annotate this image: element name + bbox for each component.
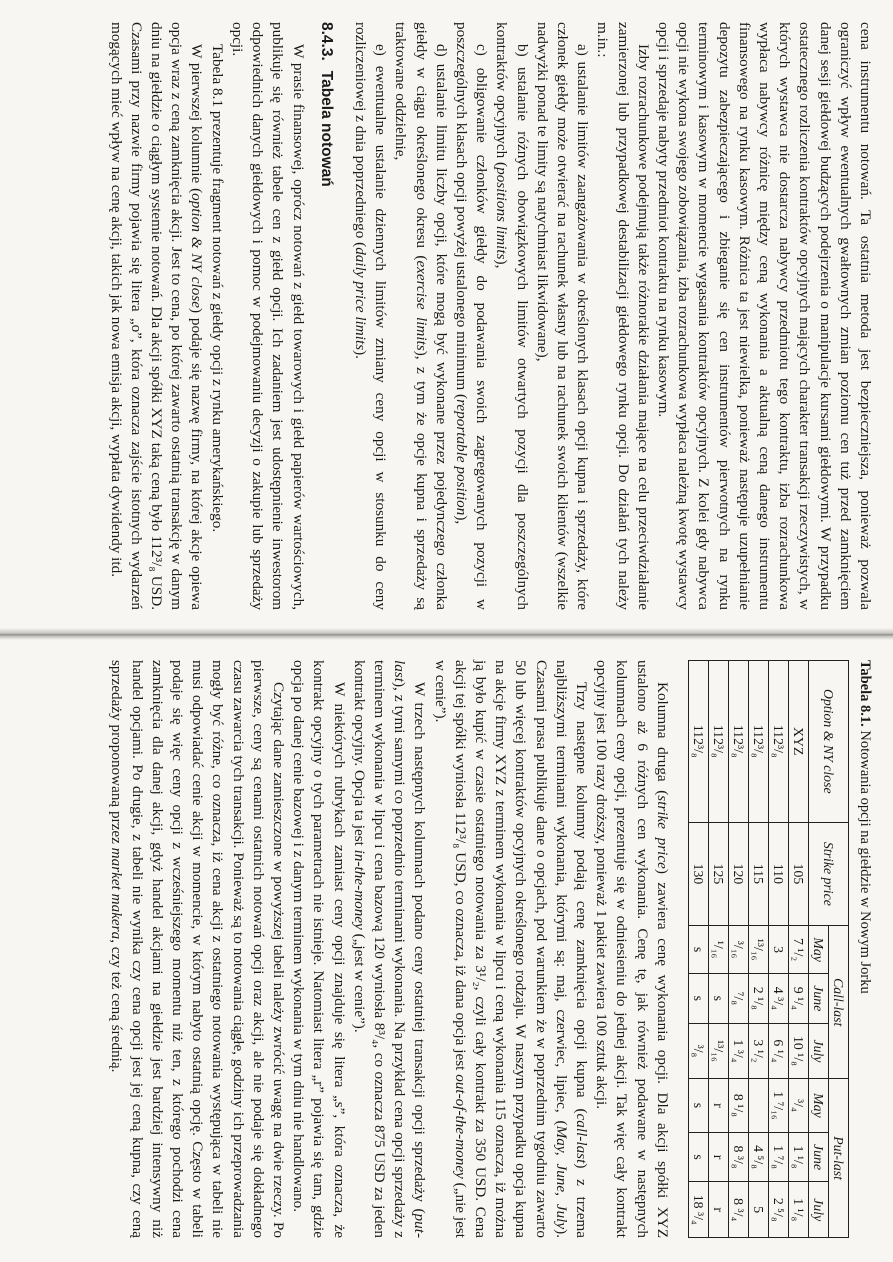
cell-price: r [708, 1079, 728, 1132]
paragraph: W niektórych rubrykach zamiast ceny opcji znajduje się litera „s”, która oznacza, że kontrakt opcyjny o tych parametrach nie istnieje. Natomiast litera „r” pojawia się tam, gdzie opcja po danej cenie bazowej i z danym terminem wykonania w tym dniu nie handlowano. [290, 660, 348, 1238]
col-group-call: Call-last [828, 926, 848, 1079]
col-header-call-july: July [808, 1023, 828, 1078]
paragraph: Trzy następne kolumny podają cenę zamknięcia opcji kupna (call-last) z trzema najbliższymi terminami wykonania, którymi są: maj, czerwiec, lipiec, (May, June, July). Czasami prasa publikuje dane o opcjach, pod warunkiem że w poprzednim tygodniu zawarto 50 lub więcej kontraktów opcyjnych określonego rodzaju. W naszym przypadku opcja kupna na akcje firmy XYZ z terminem wykonania w lipcu i ceną wykonania 115 oznacza, iż można ją było kupić w czasie ostatniego notowania za 3¹/₂, czyli cały kontrakt za 350 USD. Cena akcji tej spółki wyniosła 112³/₈ USD, co oznacza, iż dana opcja jest out-of-the-money („nie jest w cenie”). [431, 660, 590, 1238]
table-row [748, 661, 768, 1238]
cell-price: ⁷/₈ [728, 973, 748, 1023]
cell-price: 8 ³/₄ [728, 1182, 748, 1238]
col-group-put: Put-last [828, 1079, 848, 1238]
cell-option: 112³/₈ [708, 661, 728, 823]
col-header-put-july: July [808, 1182, 828, 1238]
cell-price: ³/₁₆ [728, 926, 748, 974]
cell-price: 1 ¹/₈ [788, 1182, 808, 1238]
book-gutter [0, 628, 893, 640]
table-row [788, 661, 808, 1238]
cell-price: s [688, 973, 708, 1023]
paragraph: Czytając dane zamieszczone w powyższej tabeli należy zwrócić uwagę na dwie rzeczy. Po pierwsze, ceny są cenami ostatnich notowań opcji oraz akcji, ale nie podaje się dokładnego czasu zawarcia tych transakcji. Ponieważ są to notowania ciągłe, godziny ich przeprowadzania mogły być różne, co oznacza, iż cena akcji z ostatniego notowania występująca w tabeli nie musi odpowiadać cenie akcji w momencie, w którym nabyto ostatnią opcję. Często w tabeli podaje się więc ceny opcji z wcześniejszego momentu niż ten, z którego pochodzi cena zamknięcia dla danej akcji, gdyż handel akcjami na giełdzie jest bardziej intensywny niż handel opcjami. Po drugie, z tabeli nie wynika czy cena opcji jest jej ceną kupna, czy ceną sprzedaży proponowaną przez market makera, czy też ceną średnią. [108, 660, 287, 1238]
cell-price: s [688, 1079, 708, 1132]
cell-strike: 115 [748, 822, 768, 926]
col-header-strike: Strike price [808, 822, 848, 926]
cell-option: 112³/₈ [728, 661, 748, 823]
cell-price: 1 ¹/₈ [788, 1132, 808, 1182]
cell-price: ³/₄ [788, 1079, 808, 1132]
cell-option: 112³/₈ [748, 661, 768, 823]
cell-price: 5 [748, 1182, 768, 1238]
cell-strike: 110 [768, 822, 788, 926]
table-row [768, 661, 788, 1238]
table-row [728, 661, 748, 1238]
section-heading: 8.4.3.Tabela notowań [317, 22, 335, 187]
cell-price: s [688, 926, 708, 974]
cell-price: 1 ⁷/₁₆ [768, 1079, 788, 1132]
right-page [20, 660, 875, 1238]
cell-price: r [708, 1132, 728, 1182]
cell-option: 112³/₈ [768, 661, 788, 823]
table-row [708, 661, 728, 1238]
col-header-put-may: May [808, 1079, 828, 1132]
cell-price: 3 [768, 926, 788, 974]
cell-price: 18 ³/₄ [688, 1182, 708, 1238]
cell-price: ¹/₁₆ [708, 926, 728, 974]
paragraph: cena instrumentu notowań. Ta ostatnia metoda jest bezpieczniejsza, ponieważ pozwala ograniczyć wpływ ewentualnych gwałtownych zmian poziomu cen tuż przed zamknięciem danej sesji giełdowej budzących podejrzenia o manipulacje kursami giełdowymi. W przypadku ostatecznego rozliczenia kontraktów opcyjnych mających charakter transakcji rzeczywistych, w których wystawca nie dostarcza nabywcy przedmiotu tego kontraktu, izba rozrachunkowa wypłaca nabywcy różnicę między ceną wykonania a aktualną ceną danego instrumentu finansowego na rynku kasowym. Różnica ta jest niewielka, ponieważ następuje uzupełnianie depozytu zabezpieczającego i zbieganie się cen instrumentów pierwotnych na rynku terminowym i kasowym w momencie wygasania kontraktów opcyjnych. Z kolei gdy nabywca opcji nie wykona swojego zobowiązania, izba rozrachunkowa wypłaca należną kwotę wystawcy opcji i sprzedaje nabyty przedmiot kontraktu na rynku kasowym. [654, 22, 874, 610]
col-header-call-june: June [808, 973, 828, 1023]
cell-strike: 105 [788, 822, 808, 926]
paragraph: W pierwszej kolumnie (option & NY close) podaje się nazwę firmy, na której akcje opiewa opcja wraz z ceną zamknięcia akcji. Jest to cena, po której zawarto ostatnią transakcję w danym dniu na giełdzie o ciągłym systemie notowań. Dla akcji spółki XYZ taką ceną było 112³/₈ USD. Czasami przy nazwie firmy pojawia się litera „o”, która oznacza zajście istotnych wydarzeń mogących mieć wpływ na cenę akcji, takich jak nowa emisja akcji, wypłata dywidendy itd. [107, 22, 206, 610]
cell-price: s [688, 1132, 708, 1182]
table-caption: Tabela 8.1. Notowania opcji na giełdzie w Nowym Jorku [857, 660, 873, 994]
cell-price: 7 ¹/₂ [788, 926, 808, 974]
left-page [20, 22, 875, 610]
cell-price: 9 ¹/₄ [788, 973, 808, 1023]
col-header-call-may: May [808, 926, 828, 974]
cell-price: 6 ¹/₄ [768, 1023, 788, 1078]
col-header-put-june: June [808, 1132, 828, 1182]
list-item-c: c) obligowanie członków giełdy do podawania swoich zagregowanych pozycji w poszczególnych klasach opcji powyżej ustalonego minimum (reportable position), [452, 22, 491, 610]
cell-price: 4 ³/₄ [768, 973, 788, 1023]
quotes-table [688, 660, 849, 1238]
cell-option: 112³/₈ [688, 661, 708, 823]
cell-price: s [708, 973, 728, 1023]
cell-price: 8 ³/₈ [728, 1132, 748, 1182]
col-header-option: Option & NY close [808, 661, 848, 823]
cell-price: 4 ⁵/₈ [748, 1132, 768, 1182]
cell-price: 3 ¹/₂ [748, 1023, 768, 1078]
paragraph: Tabela 8.1 prezentuje fragment notowań z giełdy opcji z rynku amerykańskiego. [208, 44, 226, 533]
list-item-d: d) ustalanie limitu liczby opcji, które mogą być wykonane przez pojedynczego członka giełdy w ciągu określonego okresu (exercise limits), z tym że opcje kupna i sprzedaży są traktowane oddzielnie, [392, 22, 450, 610]
cell-price [748, 1079, 768, 1132]
cell-price: 8 ¹/₈ [728, 1079, 748, 1132]
cell-price: 10 ¹/₈ [788, 1023, 808, 1078]
cell-price: ¹³/₁₆ [748, 926, 768, 974]
cell-option: XYZ [788, 661, 808, 823]
paragraph: Izby rozrachunkowe podejmują także różnorakie działania mające na celu przeciwdziałanie zamierzonej lub przypadkowej destabilizacji giełdowego rynku opcji. Do działań tych należy m.in.: [594, 22, 652, 610]
cell-price: ³/₈ [688, 1023, 708, 1078]
paragraph: W trzech następnych kolumnach podano ceny ostatniej transakcji opcji sprzedaży (put-last), z tymi samymi co poprzednio terminami wykonania. Na przykład cena opcji sprzedaży z terminem wykonania w lipcu i cena bazową 120 wyniosła 8³/₄, co oznacza 875 USD za jeden kontrakt opcyjny. Opcja ta jest in-the-money („jest w cenie”). [350, 660, 429, 1238]
table-row [688, 661, 708, 1238]
cell-price: r [708, 1182, 728, 1238]
list-item-b: b) ustalanie różnych obowiązkowych limitów otwartych pozycji dla poszczególnych kontraktów opcyjnych (positions limits), [493, 22, 531, 610]
cell-price: 1 ⁷/₈ [768, 1132, 788, 1182]
table-body [688, 661, 808, 1238]
paragraph: W prasie finansowej, oprócz notowań z giełd towarowych i giełd papierów wartościowych, publikuje się również tabele cen z giełd opcji. Ich zadaniem jest udostępnienie inwestorom odpowiednich danych giełdowych i pomoc w podejmowaniu decyzji o zakupie lub sprzedaży opcji. [228, 22, 307, 610]
cell-price: 2 ¹/₈ [748, 973, 768, 1023]
cell-strike: 120 [728, 822, 748, 926]
list-item-e: e) ewentualne ustalanie dziennych limitów zmiany ceny opcji w stosunku do ceny rozliczeniowej z dnia poprzedniego (daily price limits). [351, 22, 390, 610]
paragraph: Kolumna druga (strike price) zawiera cenę wykonania opcji. Dla akcji spółki XYZ ustalono aż 6 różnych cen wykonania. Cenę tę, jak również podawane w następnych kolumnach ceny opcji, prezentuje się w odniesieniu do jednej akcji. Tak więc cały kontrakt opcyjny jest 100 razy droższy, ponieważ 1 pakiet zawiera 100 sztuk akcji. [593, 660, 671, 1238]
cell-price: 1 ³/₄ [728, 1023, 748, 1078]
cell-strike: 130 [688, 822, 708, 926]
cell-price: 2 ⁵/₈ [768, 1182, 788, 1238]
cell-price: ¹³/₁₆ [708, 1023, 728, 1078]
cell-strike: 125 [708, 822, 728, 926]
list-item-a: a) ustalanie limitów zaangażowania w określonych klasach opcji kupna i sprzedaży, które członek giełdy może otwierać na rachunek własny lub na rachunek swoich klientów (wszelkie nadwyżki ponad te limity są natychmiast likwidowane), [533, 22, 592, 610]
